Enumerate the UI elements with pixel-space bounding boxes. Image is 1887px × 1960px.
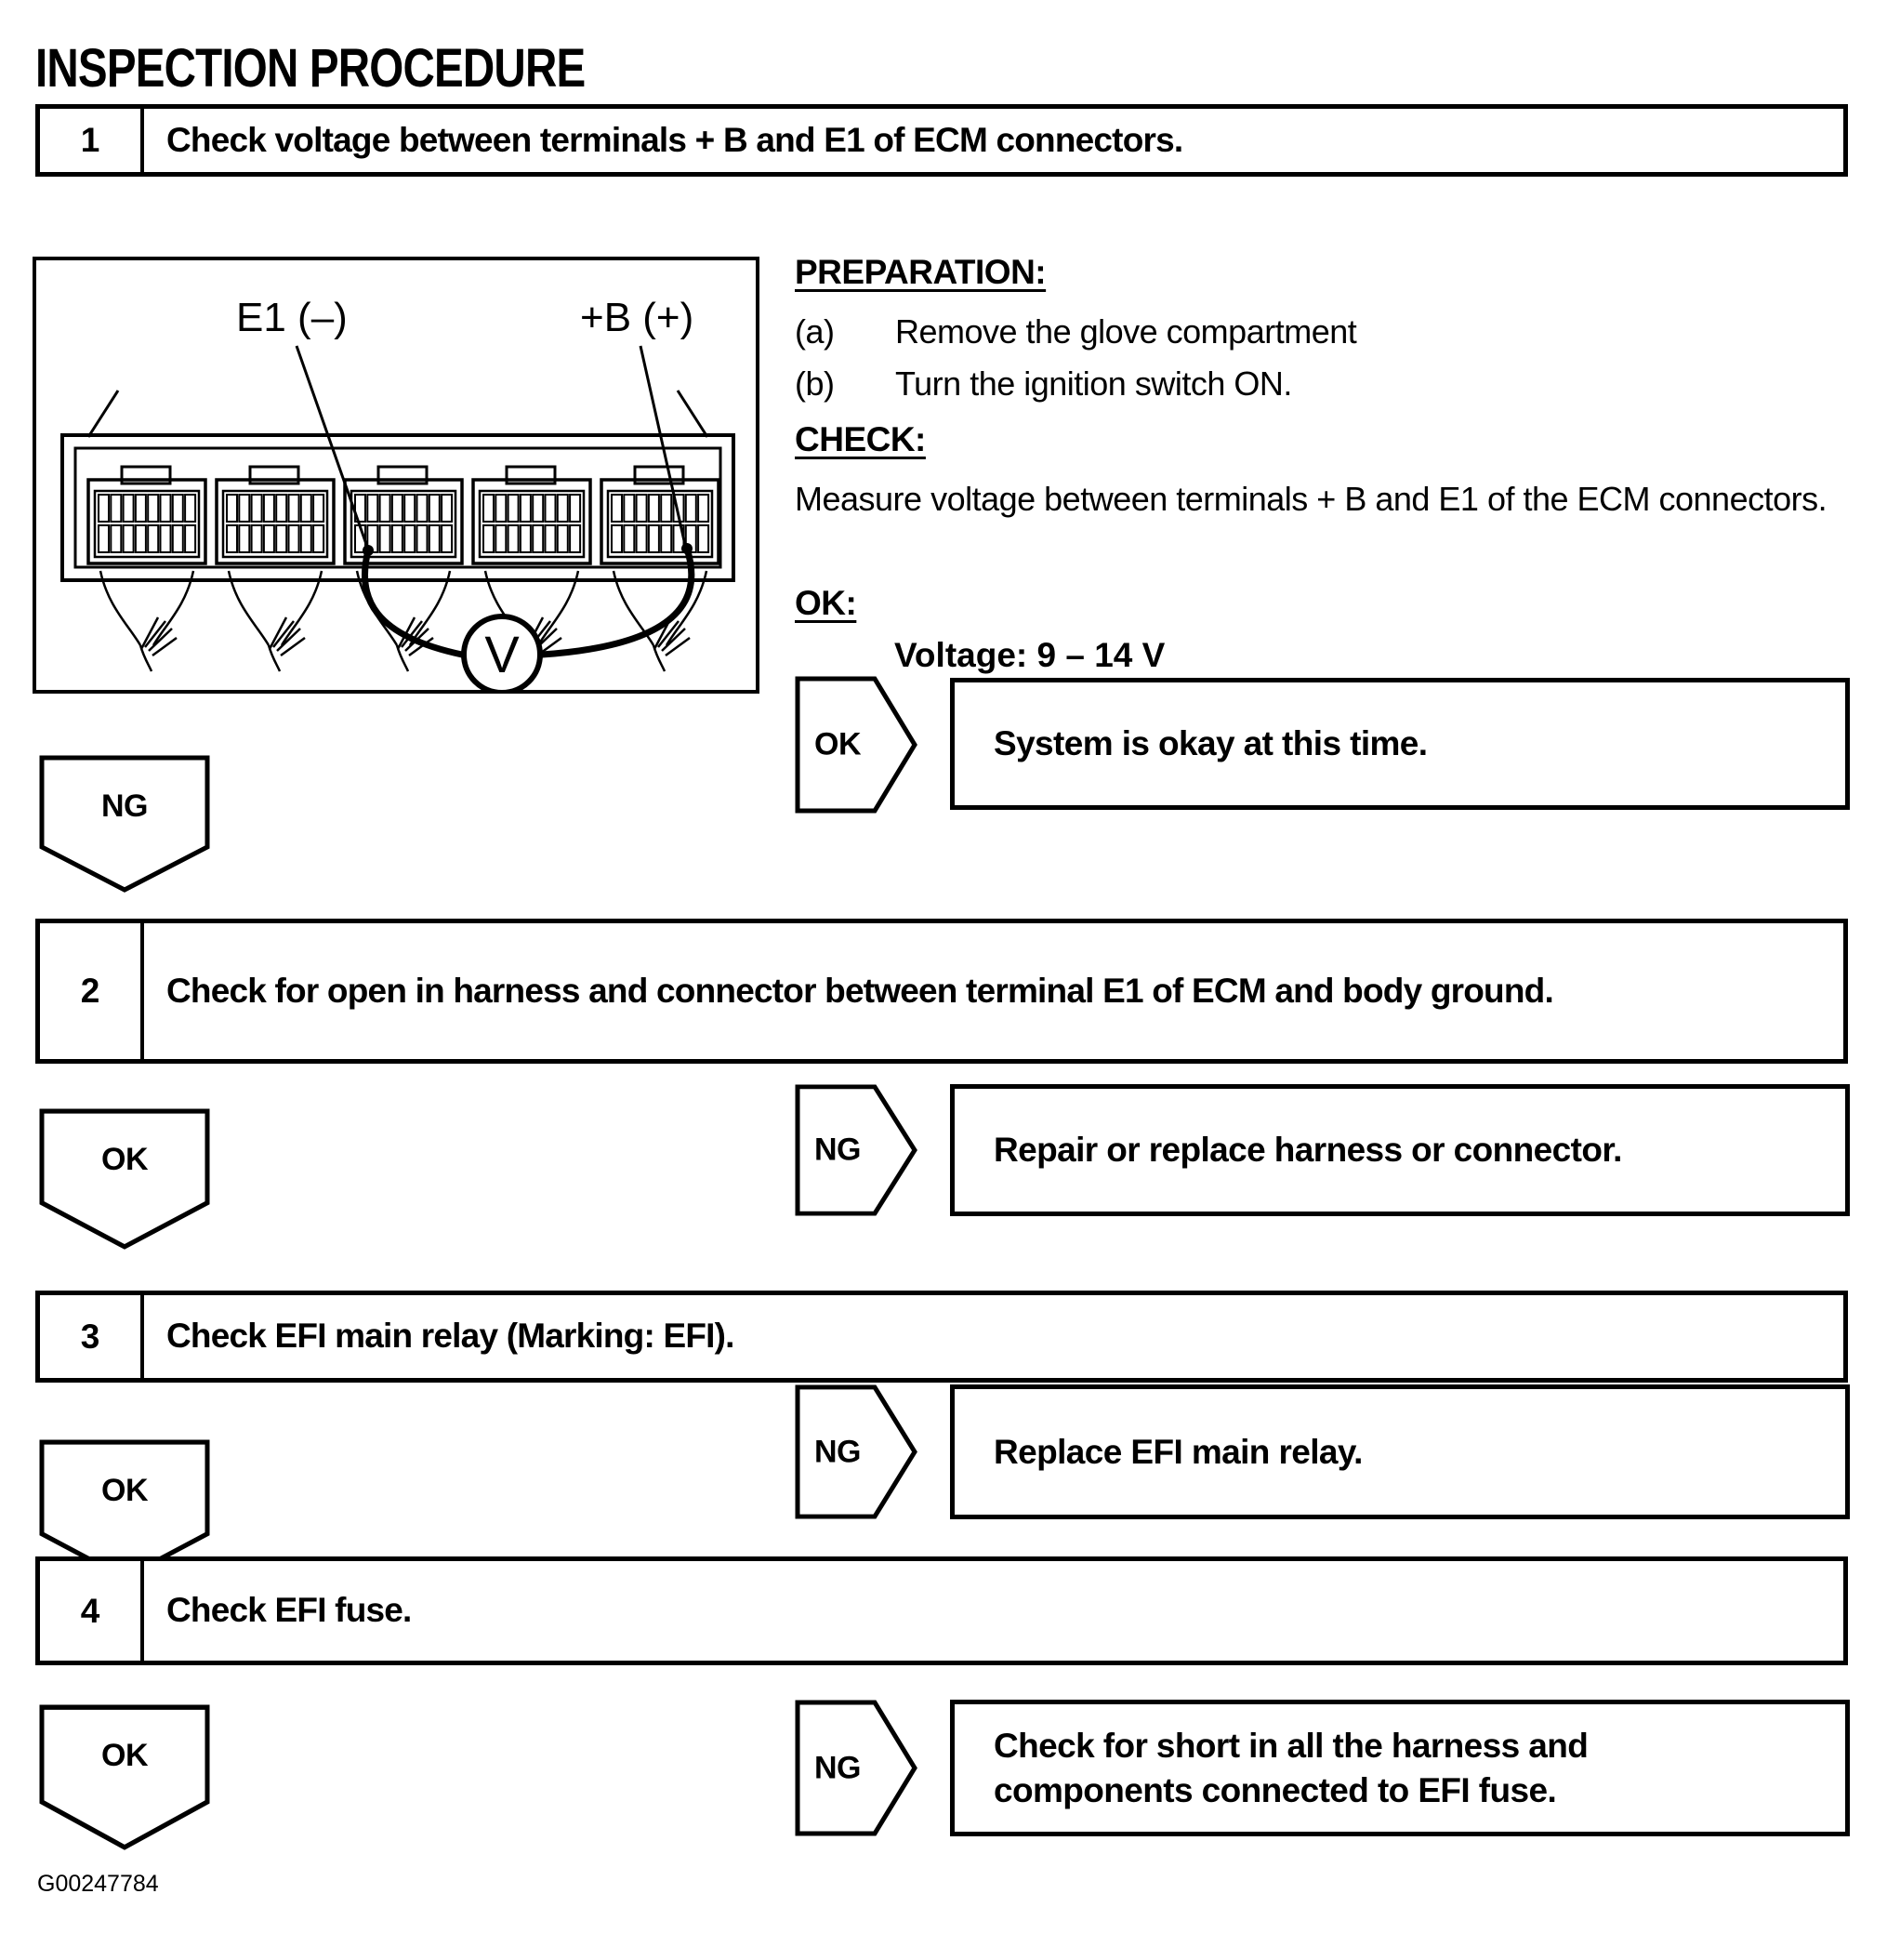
step-3-ok-down-arrow-label: OK — [101, 1473, 148, 1508]
step-1-ok-result-box: System is okay at this time. — [950, 678, 1850, 810]
step-3-number: 3 — [40, 1295, 144, 1378]
ok-heading: OK: — [795, 584, 857, 622]
step-1-box — [35, 104, 1848, 177]
figure-id: G00247784 — [37, 1871, 159, 1897]
step-3-ng-result-box: Replace EFI main relay. — [950, 1384, 1850, 1519]
ecm-housing-outer — [62, 435, 733, 580]
preparation-item-b — [795, 364, 1854, 404]
step-4-box — [35, 1556, 1848, 1665]
step-3-title: Check EFI main relay (Marking: EFI). — [166, 1317, 734, 1356]
connector-4 — [473, 467, 590, 563]
step-4-title: Check EFI fuse. — [166, 1591, 412, 1630]
ecm-connector-figure — [33, 257, 759, 694]
page-title: INSPECTION PROCEDURE — [35, 38, 586, 99]
connector-3 — [345, 467, 462, 563]
step-2-ng-arrow — [795, 1084, 917, 1216]
step-3-ng-arrow-label: NG — [814, 1434, 861, 1469]
step-1-number: 1 — [40, 109, 144, 172]
step-2-ng-arrow-label: NG — [814, 1132, 861, 1168]
step-4-ng-result-box: Check for short in all the harness and components connected to EFI fuse. — [950, 1700, 1850, 1836]
step-4-ng-arrow-label: NG — [814, 1750, 861, 1785]
step-4-ok-down-arrow-label: OK — [101, 1738, 148, 1773]
item-b-label: (b) — [795, 364, 835, 403]
housing-edge-left — [88, 391, 118, 437]
leader-line-e1 — [297, 346, 367, 547]
step-3-box — [35, 1291, 1848, 1383]
step-2-title: Check for open in harness and connector between terminal E1 of ECM and body ground. — [166, 971, 1553, 1010]
step-2-number: 2 — [40, 923, 144, 1059]
voltage-spec: Voltage: 9 – 14 V — [894, 636, 1166, 674]
step-2-box — [35, 919, 1848, 1064]
voltmeter-symbol: V — [484, 625, 520, 683]
step-3-ng-arrow — [795, 1384, 917, 1519]
check-text: Measure voltage between terminals + B and E1 of the ECM connectors. — [795, 480, 1828, 518]
wire-bundle-3 — [357, 571, 450, 671]
step-2-ok-down-arrow — [39, 1108, 210, 1250]
step-1-title: Check voltage between terminals + B and E1 of ECM connectors. — [166, 120, 1183, 159]
check-heading: CHECK: — [795, 420, 926, 458]
item-a-label: (a) — [795, 312, 835, 351]
step-4-ng-arrow — [795, 1700, 917, 1836]
step-1-ng-down-arrow — [39, 755, 210, 893]
connector-2 — [217, 467, 334, 563]
step-2-ng-result-box: Repair or replace harness or connector. — [950, 1084, 1850, 1216]
housing-edge-right — [678, 391, 707, 437]
step-1-ok-arrow — [795, 676, 917, 814]
preparation-item-a — [795, 312, 1854, 351]
step-1-ok-arrow-label: OK — [814, 726, 861, 762]
connector-5 — [601, 467, 719, 563]
preparation-heading: PREPARATION: — [795, 253, 1047, 291]
step-4-ok-down-arrow — [39, 1704, 210, 1850]
ecm-connector-diagram-svg — [36, 260, 756, 690]
step-4-number: 4 — [40, 1561, 144, 1661]
connector-1 — [88, 467, 205, 563]
terminal-label-plus-b: +B (+) — [580, 295, 694, 340]
item-a-text: Remove the glove compartment — [895, 312, 1357, 351]
terminal-label-e1: E1 (–) — [236, 295, 348, 340]
item-b-text: Turn the ignition switch ON. — [895, 364, 1292, 403]
wire-bundle-1 — [100, 571, 193, 671]
wire-bundle-2 — [229, 571, 322, 671]
step-1-ng-down-arrow-label: NG — [101, 788, 148, 824]
step-2-ok-down-arrow-label: OK — [101, 1142, 148, 1177]
